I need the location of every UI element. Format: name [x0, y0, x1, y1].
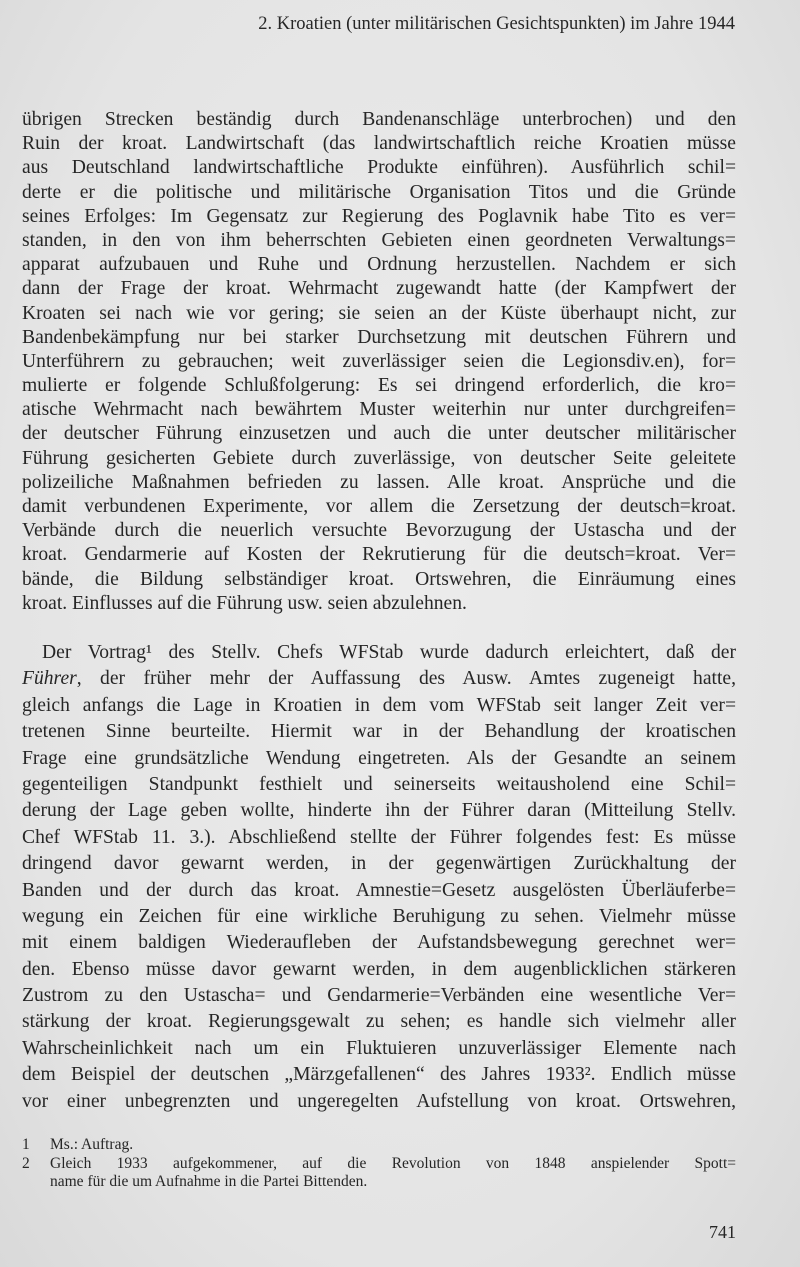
text-line: Unterführern zu gebrauchen; weit zuverlässiger seien die Legionsdiv.en), for= — [22, 350, 736, 372]
text-line — [22, 666, 736, 692]
text-line: Führung gesicherten Gebiete durch zuverlässige, von deutscher Seite geleitete — [22, 447, 736, 469]
text-line: Wahrscheinlichkeit nach um ein Fluktuieren unzuverlässiger Elemente nach — [22, 1037, 736, 1059]
text-line: den. Ebenso müsse davor gewarnt werden, in dem augenblicklichen stärkeren — [22, 958, 736, 980]
text-line: standen, in den von ihm beherrschten Gebieten einen geordneten Verwaltungs= — [22, 229, 736, 251]
footnote-number: 1 — [22, 1136, 30, 1153]
text-line: dem Beispiel der deutschen „Märzgefallenen“ des Jahres 1933². Endlich müsse — [22, 1064, 736, 1086]
text-line: Frage eine grundsätzliche Wendung eingetreten. Als der Gesandte an seinem — [22, 747, 736, 769]
footnote-number: 2 — [22, 1155, 30, 1172]
text-line: atische Wehrmacht nach bewährtem Muster weiterhin nur unter durchgreifen= — [22, 399, 736, 421]
text-line: Bandenbekämpfung nur bei starker Durchsetzung mit deutschen Führern und — [22, 326, 736, 348]
running-header: 2. Kroatien (unter militärischen Gesichtspunkten) im Jahre 1944 — [258, 14, 735, 34]
text-line: gleich anfangs die Lage in Kroatien in dem vom WFStab seit langer Zeit ver= — [22, 694, 736, 716]
line-text: , der früher mehr der Auffassung des Ausw. Amtes zugeneigt hatte, — [76, 668, 736, 690]
text-line: aus Deutschland landwirtschaftliche Produkte einführen). Ausführlich schil= — [22, 157, 736, 179]
text-line: der deutscher Führung einzusetzen und auch die unter deutscher militärischer — [22, 423, 736, 445]
text-line: damit verbundenen Experimente, vor allem die Zersetzung der deutsch=kroat. — [22, 496, 736, 517]
text-line: tretenen Sinne beurteilte. Hiermit war in der Behandlung der kroatischen — [22, 721, 736, 743]
text-line: vor einer unbegrenzten und ungeregelten Aufstellung von kroat. Ortswehren, — [22, 1090, 736, 1112]
text-line: mulierte er folgende Schlußfolgerung: Es sei dringend erforderlich, die kro= — [22, 375, 736, 397]
text-line: kroat. Gendarmerie auf Kosten der Rekrutierung für die deutsch=kroat. Ver= — [22, 544, 736, 566]
text-line: Zustrom zu den Ustascha= und Gendarmerie=Verbänden eine wesentliche Ver= — [22, 985, 736, 1007]
text-line: Banden und der durch das kroat. Amnestie=Gesetz ausgelösten Überläuferbe= — [22, 879, 736, 901]
italic-emphasis: Führer — [22, 668, 77, 690]
footnote-text: Ms.: Auftrag. — [50, 1136, 134, 1153]
text-line: Kroaten sei nach wie vor gering; sie seien an der Küste überhaupt nicht, zur — [22, 302, 736, 324]
text-line: Verbände durch die neuerlich versuchte Bevorzugung der Ustascha und der — [22, 520, 736, 542]
text-line: gegenteiligen Standpunkt festhielt und seinerseits weitausholend eine Schil= — [22, 773, 736, 795]
text-line: Chef WFStab 11. 3.). Abschließend stellte der Führer folgendes fest: Es müsse — [22, 826, 736, 848]
text-line: dringend davor gewarnt werden, in der gegenwärtigen Zurückhaltung der — [22, 853, 736, 875]
text-line: übrigen Strecken beständig durch Bandenanschläge unterbrochen) und den — [22, 109, 736, 130]
text-line: polizeiliche Maßnahmen befrieden zu lassen. Alle kroat. Ansprüche und die — [22, 471, 736, 493]
footnote-line — [22, 1136, 736, 1154]
text-line: derung der Lage geben wollte, hinderte ihn der Führer daran (Mitteilung Stellv. — [22, 800, 736, 822]
footnote-number — [22, 1173, 50, 1191]
text-line: Der Vortrag¹ des Stellv. Chefs WFStab wurde dadurch erleichtert, daß der — [42, 642, 736, 663]
text-line: Ruin der kroat. Landwirtschaft (das landwirtschaftlich reiche Kroatien müsse — [22, 133, 736, 155]
footnote-text: Gleich 1933 aufgekommener, auf die Revolution von 1848 anspielender Spott= — [50, 1155, 736, 1172]
footnote-line — [22, 1155, 736, 1173]
page-number: 741 — [709, 1222, 736, 1242]
text-line: seines Erfolges: Im Gegensatz zur Regierung des Poglavnik habe Tito es ver= — [22, 205, 736, 227]
paragraph-1 — [22, 108, 736, 616]
text-line: mit einem baldigen Wiederaufleben der Aufstandsbewegung gerechnet wer= — [22, 932, 736, 954]
text-line: bände, die Bildung selbständiger kroat. Ortswehren, die Einräumung eines — [22, 568, 736, 590]
text-line: wegung ein Zeichen für eine wirkliche Beruhigung zu sehen. Vielmehr müsse — [22, 905, 736, 927]
text-line: dann der Frage der kroat. Wehrmacht zugewandt hatte (der Kampfwert der — [22, 278, 736, 300]
text-line: apparat aufzubauen und Ruhe und Ordnung herzustellen. Nachdem er sich — [22, 254, 736, 276]
footnote-line — [22, 1173, 736, 1191]
text-line: kroat. Einflusses auf die Führung usw. seien abzulehnen. — [22, 592, 467, 614]
footnote-1 — [22, 1136, 736, 1154]
text-line: stärkung der kroat. Regierungsgewalt zu sehen; es handle sich vielmehr aller — [22, 1011, 736, 1033]
footnote-text: name für die um Aufnahme in die Partei Bittenden. — [50, 1172, 368, 1190]
footnote-2 — [22, 1155, 736, 1190]
text-line: derte er die politische und militärische Organisation Titos und die Gründe — [22, 181, 736, 203]
paragraph-2 — [22, 640, 736, 1115]
